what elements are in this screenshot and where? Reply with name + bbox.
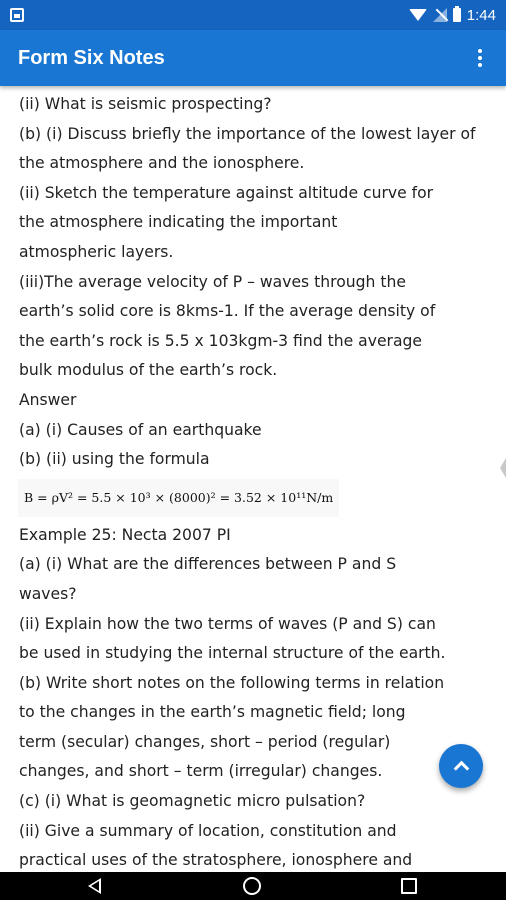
text-line: be used in studying the internal structure of the earth. xyxy=(19,644,446,663)
app-bar xyxy=(0,30,506,86)
notes-content[interactable] xyxy=(0,86,506,872)
text-line: bulk modulus of the earth’s rock. xyxy=(19,361,278,380)
text-line: term (secular) changes, short – period (regular) xyxy=(19,732,391,751)
text-line: earth’s solid core is 8kms-1. If the average density of xyxy=(19,302,436,321)
gallery-icon xyxy=(10,8,24,22)
text-line: the atmosphere indicating the important xyxy=(19,213,338,232)
text-line: (c) (i) What is geomagnetic micro pulsation? xyxy=(19,792,366,811)
back-icon[interactable] xyxy=(88,878,101,894)
text-line: changes, and short – term (irregular) changes. xyxy=(19,762,383,781)
status-left xyxy=(10,8,24,22)
formula-image: B = ρV² = 5.5 × 10³ × (8000)² = 3.52 × 10¹¹N/m xyxy=(18,479,339,517)
text-line: practical uses of the stratosphere, ionosphere and xyxy=(19,851,413,870)
text-line: atmospheric layers. xyxy=(19,242,174,261)
navigation-bar xyxy=(0,872,506,900)
text-line: waves? xyxy=(19,584,77,603)
overflow-menu-icon[interactable] xyxy=(468,46,492,70)
text-line: (a) (i) What are the differences between P and S xyxy=(19,555,397,574)
answer-heading: Answer xyxy=(19,390,77,409)
battery-icon xyxy=(453,8,461,22)
status-right xyxy=(409,7,496,24)
recents-icon[interactable] xyxy=(401,878,417,894)
scroll-to-top-button[interactable] xyxy=(439,744,483,788)
text-line: (ii) What is seismic prospecting? xyxy=(19,95,272,113)
text-line: to the changes in the earth’s magnetic field; long xyxy=(19,703,406,722)
wifi-icon xyxy=(409,9,427,21)
text-line: (iii)The average velocity of P – waves through the xyxy=(19,272,406,291)
home-icon[interactable] xyxy=(243,877,261,895)
app-title: Form Six Notes xyxy=(18,46,165,69)
text-line: the earth’s rock is 5.5 x 103kgm-3 find the average xyxy=(19,331,423,350)
scroll-indicator[interactable] xyxy=(500,458,506,478)
text-line: (b) (i) Discuss briefly the importance of the lowest layer of xyxy=(19,124,476,143)
example-heading: Example 25: Necta 2007 PI xyxy=(19,525,231,544)
signal-icon xyxy=(433,8,447,22)
text-line: the atmosphere and the ionosphere. xyxy=(19,154,305,173)
text-line: (ii) Explain how the two terms of waves (P and S) can xyxy=(19,614,436,633)
text-line: (ii) Sketch the temperature against altitude curve for xyxy=(19,183,434,202)
chevron-up-icon xyxy=(453,760,469,776)
text-line: (ii) Give a summary of location, constitution and xyxy=(19,821,397,840)
text-line: (a) (i) Causes of an earthquake xyxy=(19,420,262,439)
text-line: (b) Write short notes on the following terms in relation xyxy=(19,673,445,692)
status-bar xyxy=(0,0,506,30)
status-time: 1:44 xyxy=(466,6,496,24)
notes-text xyxy=(19,90,491,872)
text-line: (b) (ii) using the formula xyxy=(19,450,210,469)
